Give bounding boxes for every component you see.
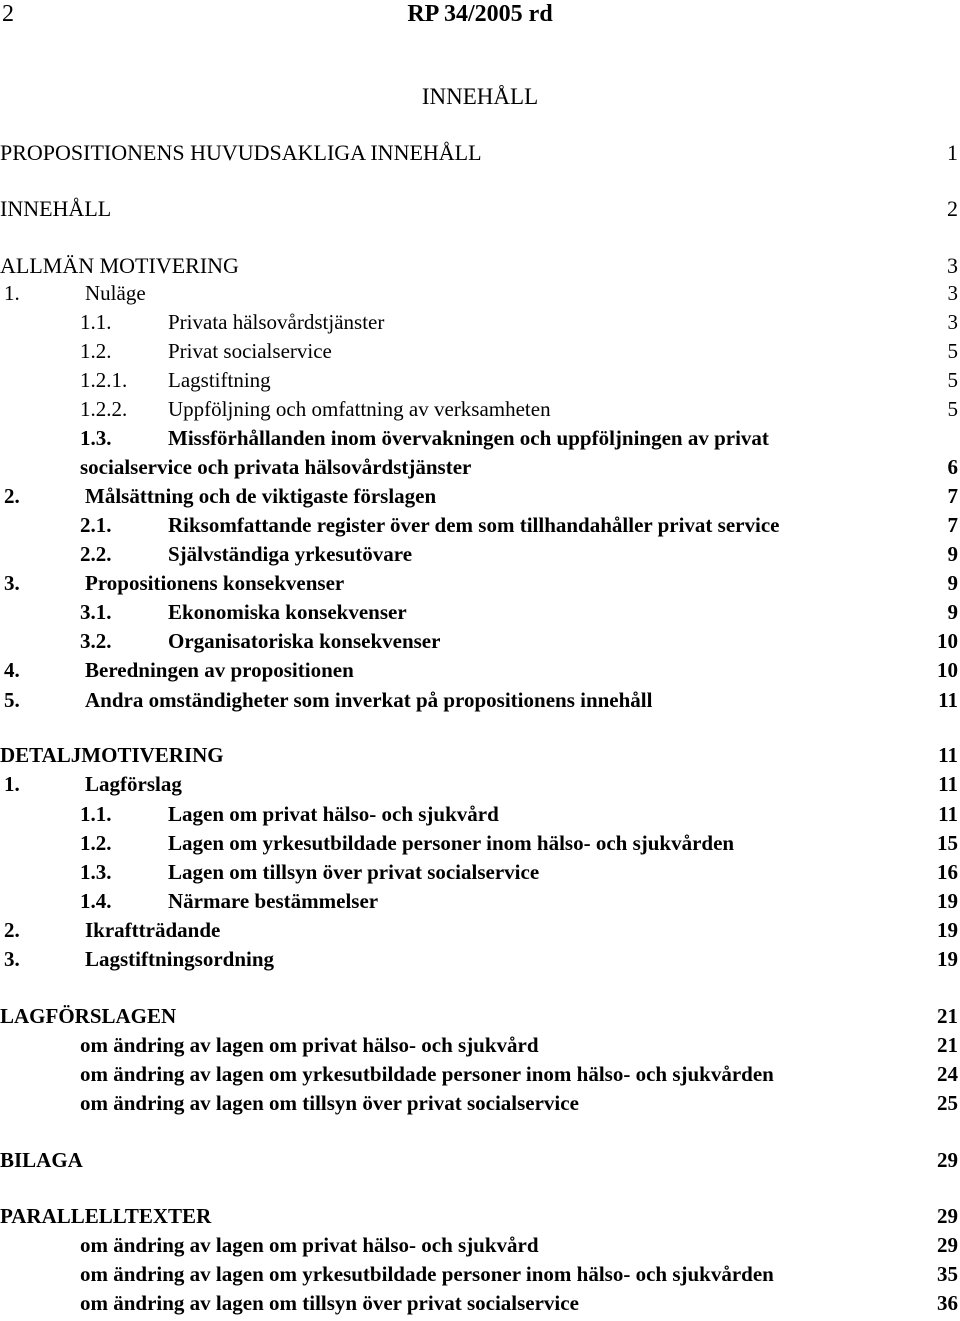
toc-entry-label: om ändring av lagen om privat hälso- och sjukvård <box>80 1233 539 1257</box>
toc-entry-label: om ändring av lagen om tillsyn över privat socialservice <box>80 1091 579 1115</box>
toc-entry-number: 1. <box>4 772 20 796</box>
toc-entry[interactable] <box>0 887 958 916</box>
toc-entry-label: Organisatoriska konsekvenser <box>168 629 441 653</box>
toc-entry-page: 3 <box>947 253 958 278</box>
toc-entry-page: 21 <box>937 1033 958 1057</box>
toc-entry-label: Närmare bestämmelser <box>168 889 379 913</box>
toc-entry[interactable] <box>0 656 958 685</box>
toc-entry-page: 5 <box>947 368 958 392</box>
toc-entry-label: Uppföljning och omfattning av verksamheten <box>168 397 551 421</box>
toc-entry-page: 10 <box>937 658 958 682</box>
toc-entry-label: Ekonomiska konsekvenser <box>168 600 407 624</box>
toc-entry[interactable] <box>0 1289 958 1318</box>
toc-entry-page: 6 <box>947 455 958 479</box>
toc-entry-page: 21 <box>937 1004 958 1028</box>
toc-entry-page: 3 <box>947 310 958 334</box>
toc-entry-number: 3. <box>4 571 20 595</box>
toc-entry-page: 7 <box>947 484 958 508</box>
toc-entry-label: Privat socialservice <box>168 339 332 363</box>
toc-entry-page: 1 <box>947 140 958 165</box>
toc-entry-label: Lagstiftningsordning <box>85 947 275 971</box>
toc-entry-label: Lagen om tillsyn över privat socialservice <box>168 860 540 884</box>
toc-entry-number: 3.1. <box>80 600 112 624</box>
document-id: RP 34/2005 rd <box>407 1 553 27</box>
toc-entry-label: ALLMÄN MOTIVERING <box>0 253 239 278</box>
toc-entry-page: 9 <box>947 600 958 624</box>
toc-entry[interactable] <box>0 1060 958 1089</box>
toc-entry[interactable] <box>0 800 958 829</box>
toc-entry[interactable] <box>0 395 958 424</box>
toc-entry-page: 7 <box>947 513 958 537</box>
toc-entry[interactable] <box>0 770 958 799</box>
toc-entry-page: 9 <box>947 571 958 595</box>
toc-entry-page: 2 <box>947 196 958 221</box>
toc-entry-number: 1.2.2. <box>80 397 128 421</box>
toc-entry-page: 5 <box>947 339 958 363</box>
toc-entry[interactable] <box>0 1260 958 1289</box>
toc-entry-page: 5 <box>947 397 958 421</box>
toc-entry[interactable] <box>0 540 958 569</box>
toc-entry-number: 2.2. <box>80 542 112 566</box>
toc-entry-page: 11 <box>938 688 958 712</box>
toc-entry-label: Nuläge <box>85 281 146 305</box>
toc-entry-label: om ändring av lagen om yrkesutbildade personer inom hälso- och sjukvården <box>80 1262 774 1286</box>
toc-entry[interactable] <box>0 1089 958 1118</box>
toc-entry-number: 1.4. <box>80 889 112 913</box>
toc-entry-page: 11 <box>938 743 958 767</box>
toc-entry-label: om ändring av lagen om tillsyn över privat socialservice <box>80 1291 579 1315</box>
toc-entry[interactable] <box>0 858 958 887</box>
toc-title: INNEHÅLL <box>421 84 539 109</box>
toc-entry-page: 11 <box>938 772 958 796</box>
toc-entry[interactable] <box>0 627 958 656</box>
toc-entry[interactable] <box>0 916 958 945</box>
toc-entry-label: Ikraftträdande <box>85 918 221 942</box>
toc-entry-label: Beredningen av propositionen <box>85 658 354 682</box>
toc-entry-number: 1.2. <box>80 339 112 363</box>
toc-entry-number: 1.2. <box>80 831 112 855</box>
toc-entry-label: BILAGA <box>0 1148 83 1172</box>
toc-entry-number: 1.3. <box>80 860 112 884</box>
toc-entry[interactable] <box>0 482 958 511</box>
toc-entry[interactable] <box>0 1031 958 1060</box>
toc-entry-label: Riksomfattande register över dem som tillhandahåller privat service <box>168 513 780 537</box>
toc-entry-page: 35 <box>937 1262 958 1286</box>
toc-entry-page: 29 <box>937 1148 958 1172</box>
toc-entry[interactable] <box>0 1146 958 1175</box>
toc-entry-number: 1. <box>4 281 20 305</box>
toc-entry[interactable] <box>0 1002 958 1031</box>
toc-entry-number: 1.1. <box>80 310 112 334</box>
toc-entry-label: DETALJMOTIVERING <box>0 743 224 767</box>
toc-entry[interactable] <box>0 424 958 453</box>
toc-entry[interactable] <box>0 279 958 308</box>
toc-entry[interactable] <box>0 741 958 770</box>
toc-entry-label: Lagen om privat hälso- och sjukvård <box>168 802 499 826</box>
toc-entry-page: 25 <box>937 1091 958 1115</box>
toc-entry-label: om ändring av lagen om privat hälso- och sjukvård <box>80 1033 539 1057</box>
toc-entry-number: 3.2. <box>80 629 112 653</box>
toc-entry-label: LAGFÖRSLAGEN <box>0 1004 177 1028</box>
toc-entry-label: PROPOSITIONENS HUVUDSAKLIGA INNEHÅLL <box>0 140 482 165</box>
toc-entry[interactable] <box>0 453 958 482</box>
toc-entry[interactable] <box>0 511 958 540</box>
toc-entry[interactable] <box>0 1231 958 1260</box>
toc-entry-label: Missförhållanden inom övervakningen och uppföljningen av privat <box>168 426 769 450</box>
toc-entry-page: 19 <box>937 947 958 971</box>
toc-entry-number: 2. <box>4 918 20 942</box>
toc-entry-page: 24 <box>937 1062 958 1086</box>
toc-entry-label: INNEHÅLL <box>0 196 112 221</box>
toc-entry-label: Målsättning och de viktigaste förslagen <box>85 484 437 508</box>
toc-entry[interactable] <box>0 194 958 223</box>
toc-entry-page: 16 <box>937 860 958 884</box>
toc-entry-label: Andra omständigheter som inverkat på propositionens innehåll <box>85 688 653 712</box>
toc-entry[interactable] <box>0 251 958 280</box>
toc-entry-label: Propositionens konsekvenser <box>85 571 345 595</box>
toc-entry[interactable] <box>0 829 958 858</box>
toc-entry-page: 11 <box>938 802 958 826</box>
toc-entry-number: 1.3. <box>80 426 112 450</box>
toc-entry-number: 2. <box>4 484 20 508</box>
toc-entry-label: PARALLELLTEXTER <box>0 1204 212 1228</box>
toc-entry[interactable] <box>0 569 958 598</box>
toc-entry-label: Lagförslag <box>85 772 182 796</box>
toc-entry[interactable] <box>0 945 958 974</box>
toc-entry-number: 2.1. <box>80 513 112 537</box>
toc-entry-page: 3 <box>947 281 958 305</box>
toc-entry-label: Privata hälsovårdstjänster <box>168 310 385 334</box>
toc-entry-page: 15 <box>937 831 958 855</box>
toc-entry[interactable] <box>0 1202 958 1231</box>
toc-entry[interactable] <box>0 366 958 395</box>
toc-entry-page: 19 <box>937 889 958 913</box>
toc-entry-label: Självständiga yrkesutövare <box>168 542 413 566</box>
toc-entry[interactable] <box>0 598 958 627</box>
toc-entry-label: socialservice och privata hälsovårdstjänster <box>80 455 472 479</box>
toc-entry-label: Lagen om yrkesutbildade personer inom hälso- och sjukvården <box>168 831 735 855</box>
toc-entry-page: 36 <box>937 1291 958 1315</box>
toc-entry-label: Lagstiftning <box>168 368 271 392</box>
toc-entry-number: 3. <box>4 947 20 971</box>
toc-entry-number: 5. <box>4 688 20 712</box>
toc-entry[interactable] <box>0 337 958 366</box>
toc-entry[interactable] <box>0 308 958 337</box>
toc-entry-label: om ändring av lagen om yrkesutbildade personer inom hälso- och sjukvården <box>80 1062 774 1086</box>
toc-entry-number: 1.1. <box>80 802 112 826</box>
toc-entry-page: 9 <box>947 542 958 566</box>
toc-entry-page: 10 <box>937 629 958 653</box>
toc-entry-page: 29 <box>937 1204 958 1228</box>
toc-entry-page: 29 <box>937 1233 958 1257</box>
toc-entry-page: 19 <box>937 918 958 942</box>
toc-entry[interactable] <box>0 686 958 715</box>
toc-entry-number: 1.2.1. <box>80 368 128 392</box>
toc-entry-number: 4. <box>4 658 20 682</box>
page-number: 2 <box>2 1 14 27</box>
page-header <box>0 0 960 28</box>
toc-entry[interactable] <box>0 138 958 167</box>
